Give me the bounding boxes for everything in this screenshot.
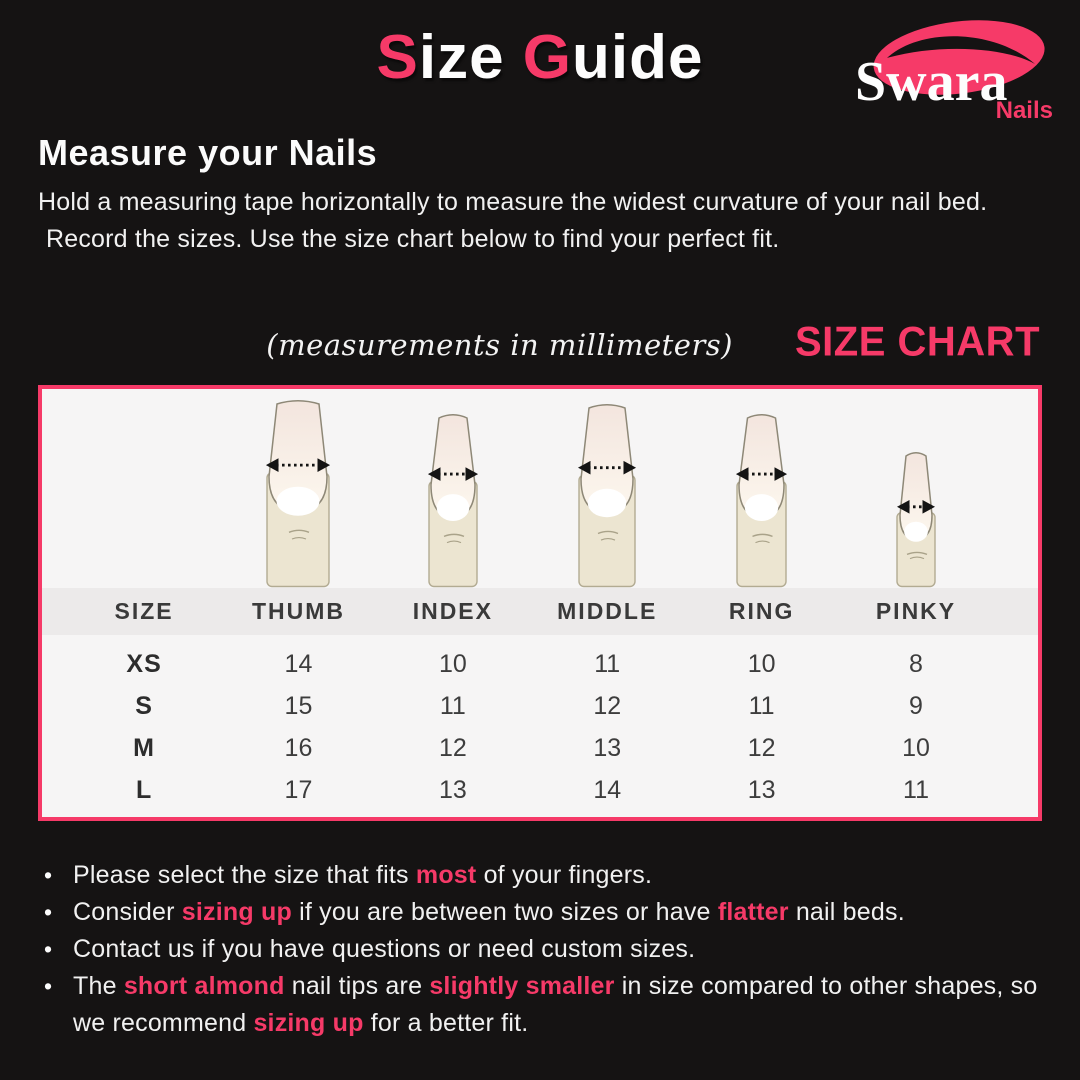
bullet-icon: • xyxy=(44,862,53,888)
size-label-s: S xyxy=(135,691,153,720)
size-table-body xyxy=(42,635,1038,815)
measurement-thumb-xs: 14 xyxy=(284,649,313,678)
plain-text: of your fingers. xyxy=(476,861,653,889)
plain-text: for a better fit. xyxy=(363,1009,529,1037)
finger-illustrations-row xyxy=(42,389,1038,588)
bullet-icon: • xyxy=(44,899,53,925)
instructions-line-1: Hold a measuring tape horizontally to measure the widest curvature of your nail bed. xyxy=(38,188,988,216)
highlighted-text: flatter xyxy=(717,898,789,926)
note-item-2 xyxy=(44,894,1038,931)
size-chart-title: SIZE CHART xyxy=(795,318,1040,366)
highlighted-text: S xyxy=(376,23,419,92)
size-label-xs: XS xyxy=(126,649,162,678)
measurement-pinky-m: 10 xyxy=(902,733,930,762)
plain-text: Contact us if you have questions or need custom sizes. xyxy=(73,935,696,963)
page-header xyxy=(0,0,1080,126)
measurement-thumb-l: 17 xyxy=(284,775,313,804)
measure-instructions xyxy=(38,132,1042,258)
column-header-pinky: PINKY xyxy=(875,598,957,624)
measurement-index-xs: 10 xyxy=(438,649,467,678)
measurement-ring-l: 13 xyxy=(747,775,776,804)
column-header-thumb: THUMB xyxy=(251,598,345,624)
plain-text: uide xyxy=(572,23,704,92)
brand-name: Swara xyxy=(855,51,1008,113)
highlighted-text: sizing up xyxy=(253,1009,364,1037)
highlighted-text: slightly smaller xyxy=(429,972,615,1000)
measurement-ring-m: 12 xyxy=(747,733,776,762)
measurement-pinky-xs: 8 xyxy=(909,649,923,678)
highlighted-text: most xyxy=(415,861,477,889)
instructions-heading: Measure your Nails xyxy=(38,132,378,173)
note-text xyxy=(73,931,695,968)
brand-subtitle: Nails xyxy=(995,97,1053,122)
measurement-thumb-s: 15 xyxy=(284,691,313,720)
column-header-index: INDEX xyxy=(412,598,493,624)
note-item-3 xyxy=(44,931,1038,968)
size-row-s xyxy=(67,685,993,727)
fit-notes-list xyxy=(0,857,1080,1042)
plain-text: Please select the size that fits xyxy=(73,861,416,889)
highlighted-text: short almond xyxy=(123,972,285,1000)
note-text xyxy=(73,857,652,894)
measurement-pinky-s: 9 xyxy=(909,691,923,720)
bullet-icon: • xyxy=(44,973,53,999)
note-item-1 xyxy=(44,857,1038,894)
note-item-4 xyxy=(44,968,1038,1042)
plain-text: nail tips are xyxy=(284,972,430,1000)
finger-column-spacer xyxy=(67,389,221,588)
brand-logo xyxy=(853,12,1058,122)
measurement-pinky-l: 11 xyxy=(903,775,929,804)
measurement-middle-xs: 11 xyxy=(594,649,621,678)
finger-illustration-index xyxy=(376,389,530,588)
measurement-middle-s: 12 xyxy=(593,691,622,720)
highlighted-text: sizing up xyxy=(181,898,292,926)
instructions-line-2: Record the sizes. Use the size chart below to find your perfect fit. xyxy=(46,225,780,253)
size-row-xs xyxy=(67,643,993,685)
size-table-header xyxy=(42,588,1038,635)
column-header-size: SIZE xyxy=(114,598,174,624)
measurement-middle-m: 13 xyxy=(593,733,622,762)
size-row-m xyxy=(67,727,993,769)
column-header-middle: MIDDLE xyxy=(557,598,658,624)
measurement-middle-l: 14 xyxy=(593,775,622,804)
chart-caption-row xyxy=(40,320,1040,365)
size-label-m: M xyxy=(133,733,155,762)
bullet-icon: • xyxy=(44,936,53,962)
size-label-l: L xyxy=(135,775,153,804)
size-chart-panel xyxy=(38,385,1042,821)
brand-logo-graphic xyxy=(853,12,1058,122)
plain-text: nail beds. xyxy=(788,898,905,926)
plain-text: Consider xyxy=(73,898,182,926)
measurement-ring-s: 11 xyxy=(748,691,775,720)
measurement-index-s: 11 xyxy=(439,691,466,720)
column-header-ring: RING xyxy=(728,598,795,624)
measurement-ring-xs: 10 xyxy=(747,649,776,678)
note-text xyxy=(73,968,1038,1042)
measurement-index-l: 13 xyxy=(438,775,467,804)
measurement-index-m: 12 xyxy=(438,733,467,762)
highlighted-text: G xyxy=(522,23,573,92)
plain-text: The xyxy=(73,972,124,1000)
plain-text: in size compared to other shapes, so we recommend xyxy=(73,972,1038,1037)
plain-text: ize xyxy=(418,23,523,92)
measurement-thumb-m: 16 xyxy=(284,733,313,762)
finger-illustration-pinky xyxy=(839,389,993,588)
unit-note: (measurements in millimeters) xyxy=(266,328,733,362)
size-row-l xyxy=(67,769,993,811)
finger-illustration-thumb xyxy=(221,389,375,588)
note-text xyxy=(73,894,905,931)
finger-illustration-ring xyxy=(684,389,838,588)
finger-illustration-middle xyxy=(530,389,684,588)
plain-text: if you are between two sizes or have xyxy=(291,898,718,926)
